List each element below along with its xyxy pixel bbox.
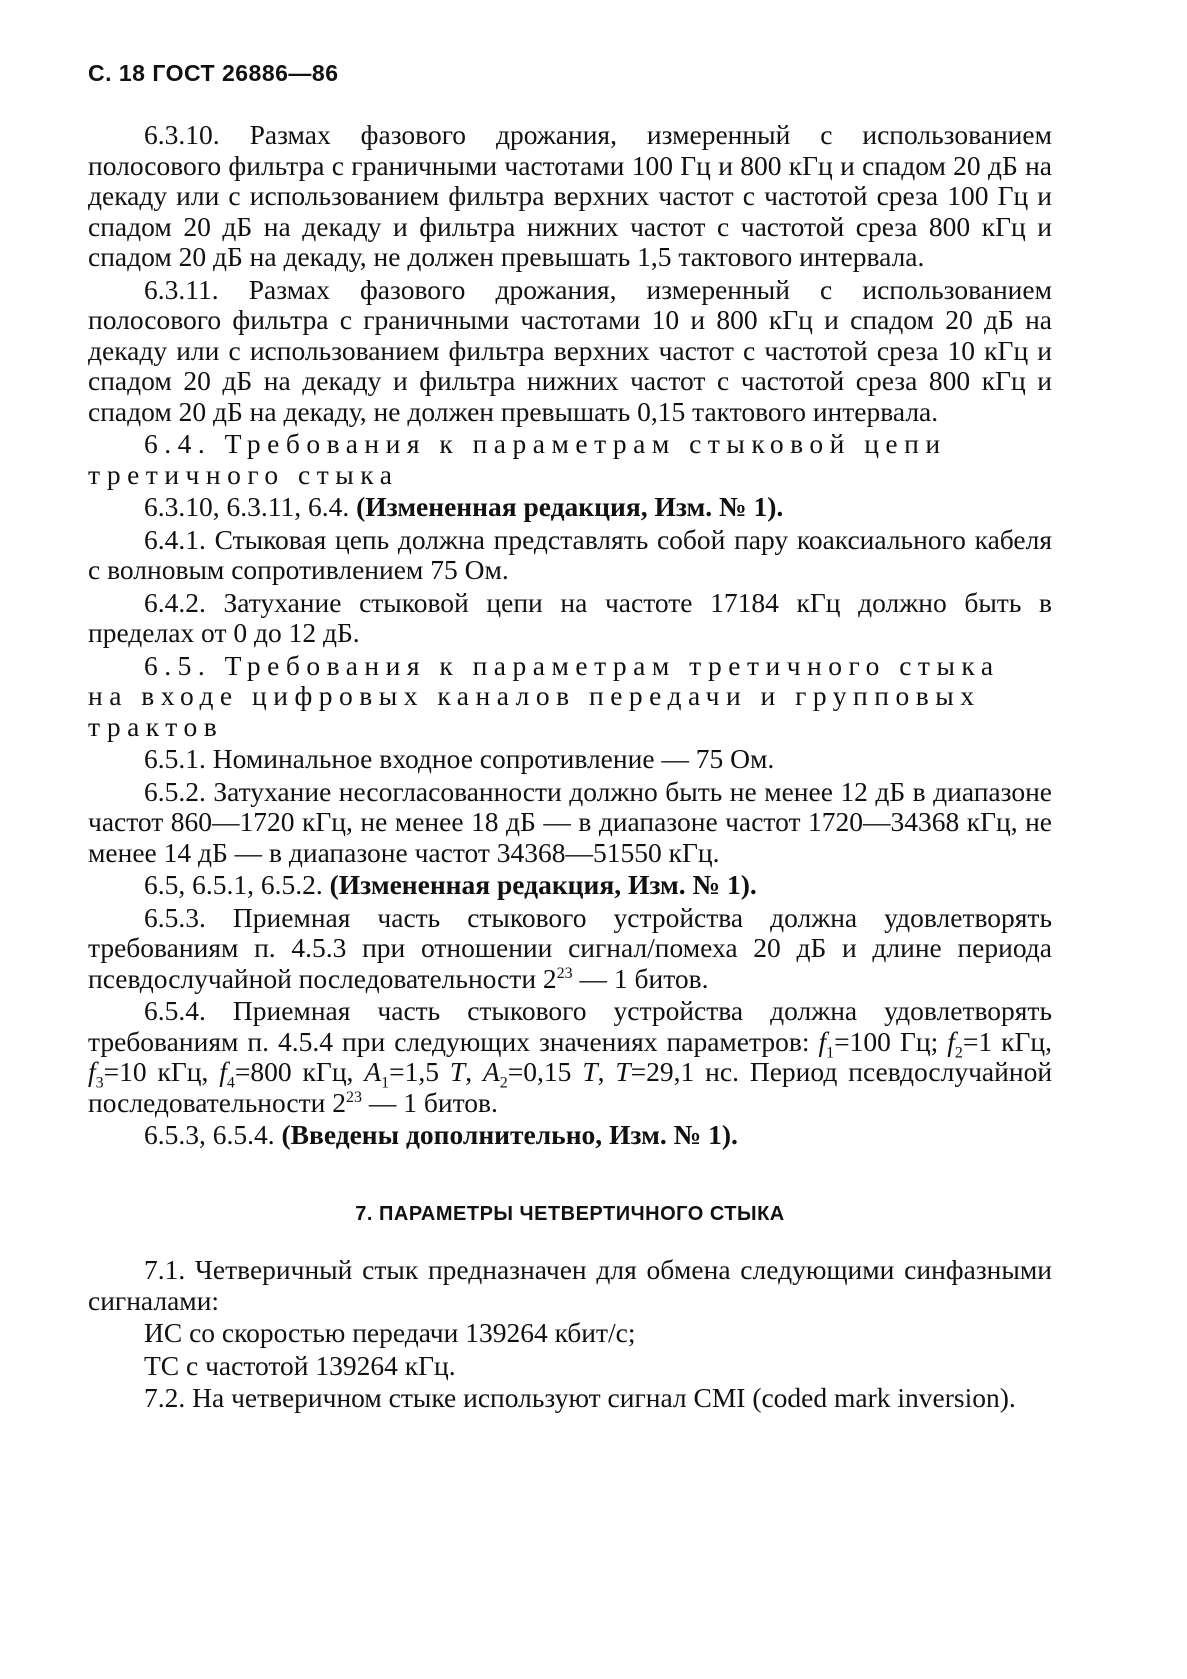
paragraph-6-5-3	[88, 903, 1052, 995]
paragraph-6-5-4: 6.5.4. Приемная часть стыкового устройства должна удовлетворять требованиям п. 4.5.4 при следующих значениях параметров: $f_1=100$ Гц; $f_2=1$ кГц, $f_3=10$ кГц, $f_4=800$ кГц, $A_1=1,5$ T, $A_2=0,15$ T, T=29,1 нс. Период псевдослучайной последовательности $2^{23}$ — 1 битов.	[88, 995, 1053, 1118]
paragraph-6-5-2: 6.5.2. Затухание несогласованности должно быть не менее 12 дБ в диапазоне частот 860—1720 кГц, не менее 18 дБ — в диапазоне частот 1720—34368 кГц, не менее 14 дБ — в диапазоне частот 34368—51550 кГц.	[88, 775, 1052, 868]
power-exponent: 23	[556, 964, 573, 982]
paragraph-6-5-4-lead: 6.5.4. Приемная часть стыкового устройства должна удовлетворять требованиям п. 4.5.4 при следующих значениях параметров:	[88, 995, 1052, 1057]
paragraph-6-4-2: 6.4.2. Затухание стыковой цепи на частоте 17184 кГц должно быть в пределах от 0 до 12 дБ.	[88, 586, 1052, 648]
amendment-note-2	[88, 870, 1052, 901]
paragraph-7-2: 7.2. На четверичном стыке используют сигнал CMI (coded mark inversion).	[144, 1382, 1016, 1413]
paragraph-6-4-1: 6.4.1. Стыковая цепь должна представлять собой пару коаксиального кабеля с волновым сопротивлением 75 Ом.	[88, 523, 1052, 585]
amendment-note-1	[88, 492, 1052, 523]
paragraph-6-3-10: 6.3.10. Размах фазового дрожания, измеренный с использованием полосового фильтра с граничными частотами 100 Гц и 800 кГц и спадом 20 дБ на декаду или с использованием фильтра верхних частот с частотой среза 100 Гц и спадом 20 дБ на декаду и фильтра нижних частот с частотой среза 800 кГц и спадом 20 дБ на декаду, не должен превышать 1,5 тактового интервала.	[88, 119, 1052, 272]
param-f3: =10 кГц,	[103, 1056, 209, 1087]
paragraph-7-1-ts: ТС с частотой 139264 кГц.	[144, 1349, 456, 1381]
param-a1: =1,5	[389, 1056, 440, 1087]
param-f4: =800 кГц,	[234, 1056, 354, 1087]
heading-6-5: 6.5. Требования к параметрам третичного стыка на входе цифровых каналов передачи и групповых трактов	[88, 649, 1000, 742]
amendment-note-3	[88, 1120, 1052, 1151]
heading-6-4: 6.4. Требования к параметрам стыковой цепи третичного стыка	[88, 428, 947, 490]
section-7-title: 7. ПАРАМЕТРЫ ЧЕТВЕРТИЧНОГО СТЫКА	[355, 1202, 785, 1225]
paragraph-6-5-1: 6.5.1. Номинальное входное сопротивление — 75 Ом.	[144, 743, 775, 774]
paragraph-6-5-4-tail: — 1 битов.	[368, 1086, 498, 1118]
param-t: =29,1 нс. Период псевдослучайной последовательности	[88, 1056, 1053, 1118]
amendment-note-2-refs: 6.5, 6.5.1, 6.5.2.	[144, 869, 323, 900]
param-f2: =1 кГц,	[962, 1025, 1053, 1057]
paragraph-6-3-11: 6.3.11. Размах фазового дрожания, измеренный с использованием полосового фильтра с граничными частотами 10 и 800 кГц и спадом 20 дБ на декаду или с использованием фильтра верхних частот с частотой среза 10 кГц и спадом 20 дБ на декаду и фильтра нижних частот с частотой среза 800 кГц и спадом 20 дБ на декаду, не должен превышать 0,15 тактового интервала.	[88, 273, 1052, 427]
paragraph-7-1: 7.1. Четверичный стык предназначен для обмена следующими синфазными сигналами:	[88, 1254, 1052, 1316]
amendment-note-1-text: (Измененная редакция, Изм. № 1).	[356, 491, 784, 522]
amendment-note-1-refs: 6.3.10, 6.3.11, 6.4.	[144, 491, 350, 522]
power-base: 2	[542, 962, 557, 994]
amendment-note-3-text: (Введены дополнительно, Изм. № 1).	[281, 1119, 738, 1150]
amendment-note-3-refs: 6.5.3, 6.5.4.	[144, 1119, 275, 1150]
param-a2: =0,15	[507, 1056, 572, 1087]
page-header: С. 18 ГОСТ 26886—86	[88, 60, 339, 86]
paragraph-6-5-3-tail: — 1 битов.	[579, 962, 709, 994]
amendment-note-2-text: (Измененная редакция, Изм. № 1).	[329, 869, 757, 900]
paragraph-6-5-3-text: 6.5.3. Приемная часть стыкового устройства должна удовлетворять требованиям п. 4.5.3 при отношении сигнал/помеха 20 дБ и длине периода псевдослучайной последовательности	[88, 901, 1052, 994]
param-f1: =100 Гц;	[834, 1025, 939, 1057]
power-exponent: 23	[346, 1088, 362, 1106]
power-base: 2	[332, 1086, 346, 1118]
paragraph-7-1-is: ИС со скоростью передачи 139264 кбит/с;	[144, 1317, 636, 1348]
document-body	[88, 120, 1052, 1416]
